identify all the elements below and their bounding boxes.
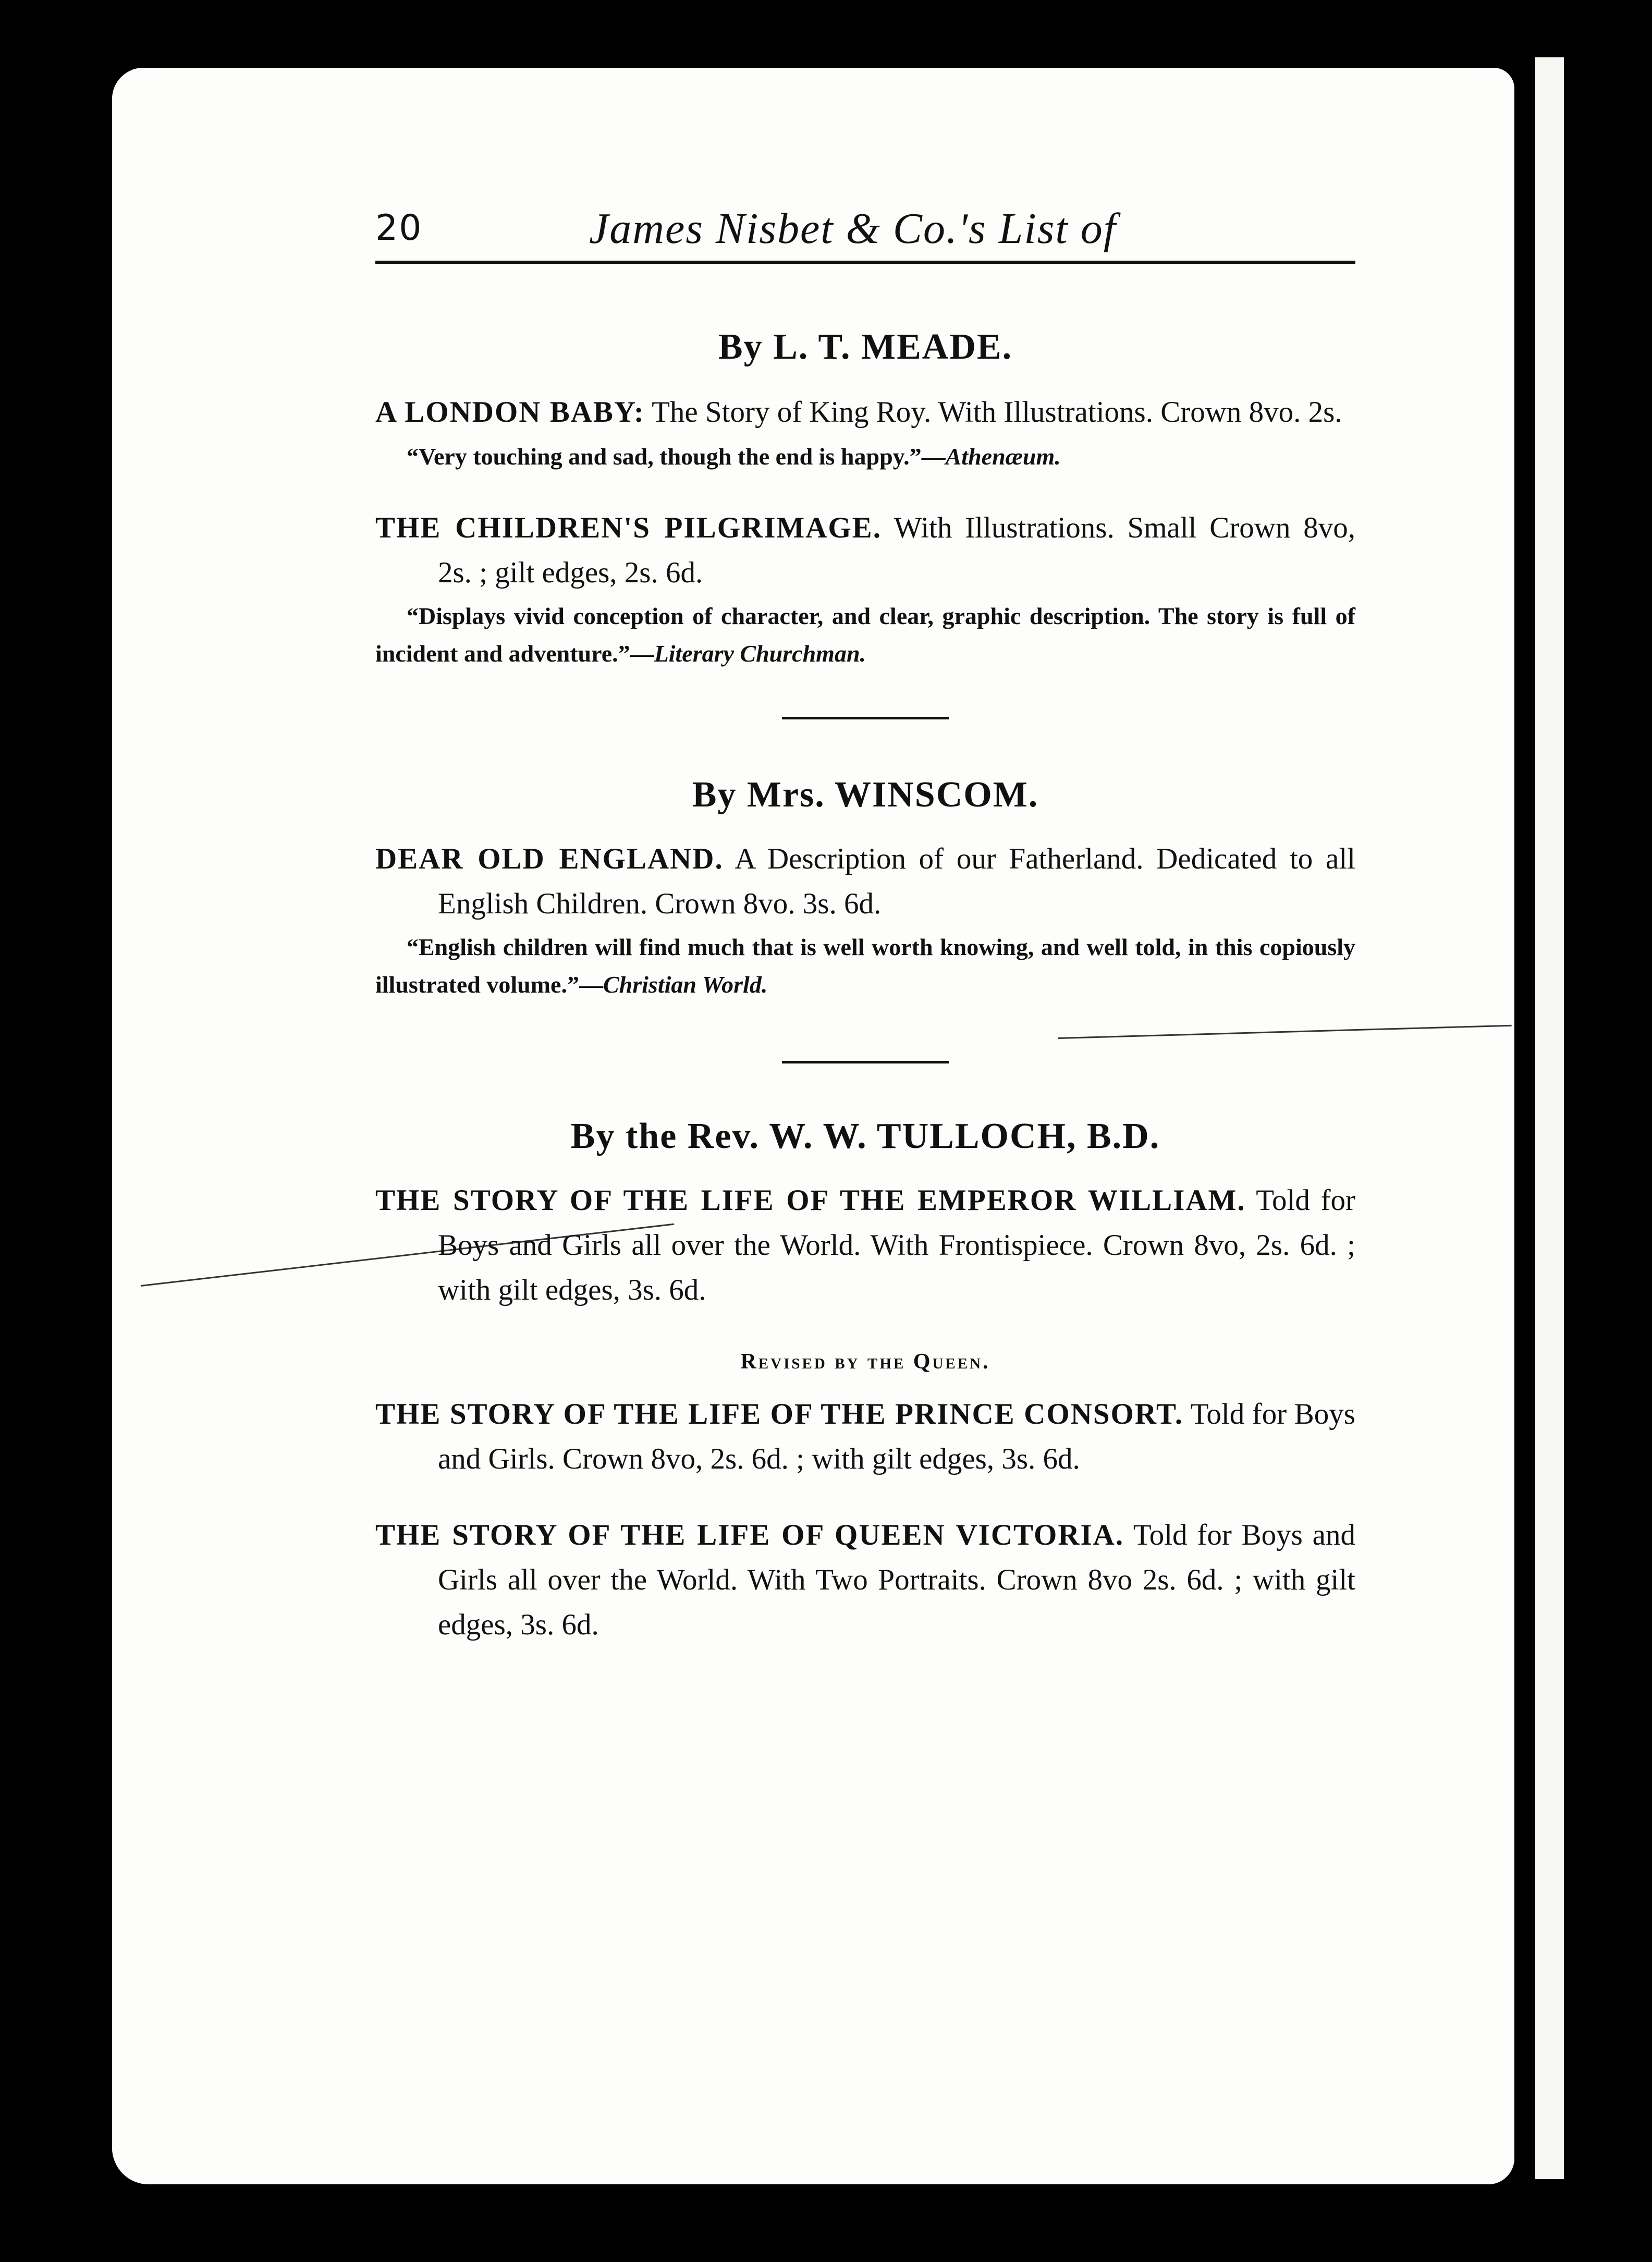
page-header xyxy=(375,203,1355,264)
running-title: James Nisbet & Co.'s List of xyxy=(589,204,1117,253)
adjacent-page-edge xyxy=(1535,57,1564,2179)
review-text: “English children will find much that is well worth knowing, and well told, in this copiously illustrated volume.”— xyxy=(375,934,1355,998)
book-details: The Story of King Roy. With Illustrations. Crown 8vo. 2s. xyxy=(652,396,1342,429)
book-details: Told for Boys and Girls all over the World. With Two Portraits. Crown 8vo 2s. 6d. ; with gilt edges, 3s. 6d. xyxy=(438,1519,1355,1641)
review-quote xyxy=(375,438,1355,475)
book-entry xyxy=(375,390,1355,435)
review-quote xyxy=(375,928,1355,1004)
book-details: Told for Boys and Girls. Crown 8vo, 2s. 6d. ; with gilt edges, 3s. 6d. xyxy=(438,1398,1355,1475)
book-title: DEAR OLD ENGLAND. xyxy=(375,842,724,875)
book-entry xyxy=(375,1513,1355,1647)
book-title: THE CHILDREN'S PILGRIMAGE. xyxy=(375,511,882,544)
book-details: Told for Boys and Girls all over the World. With Frontispiece. Crown 8vo, 2s. 6d. ; with gilt edges, 3s. 6d. xyxy=(438,1184,1355,1306)
book-details: A Description of our Fatherland. Dedicated to all English Children. Crown 8vo. 3s. 6d. xyxy=(438,842,1355,920)
review-source: Christian World. xyxy=(603,971,768,998)
book-entry xyxy=(375,837,1355,926)
page-content xyxy=(375,203,1355,1647)
book-title: THE STORY OF THE LIFE OF QUEEN VICTORIA. xyxy=(375,1519,1124,1551)
page-number: 20 xyxy=(375,207,423,249)
review-quote xyxy=(375,597,1355,673)
review-text: “Displays vivid conception of character, and clear, graphic description. The story is full of incident and adventure.”— xyxy=(375,603,1355,667)
review-text: “Very touching and sad, though the end is happy.”— xyxy=(407,443,946,470)
author-heading: By L. T. MEADE. xyxy=(718,327,1013,367)
book-title: THE STORY OF THE LIFE OF THE PRINCE CONSORT. xyxy=(375,1398,1184,1430)
book-entry xyxy=(375,506,1355,595)
book-details: With Illustrations. Small Crown 8vo, 2s. ; gilt edges, 2s. 6d. xyxy=(438,511,1355,589)
review-source: Literary Churchman. xyxy=(654,640,866,667)
author-heading: By Mrs. WINSCOM. xyxy=(692,775,1039,815)
revised-note: Revised by the Queen. xyxy=(740,1350,990,1374)
book-entry xyxy=(375,1178,1355,1313)
book-title: A LONDON BABY: xyxy=(375,396,645,429)
review-source: Athenæum. xyxy=(945,443,1061,470)
book-entry xyxy=(375,1392,1355,1482)
author-heading: By the Rev. W. W. TULLOCH, B.D. xyxy=(570,1116,1160,1156)
book-title: THE STORY OF THE LIFE OF THE EMPEROR WILLIAM. xyxy=(375,1184,1246,1217)
